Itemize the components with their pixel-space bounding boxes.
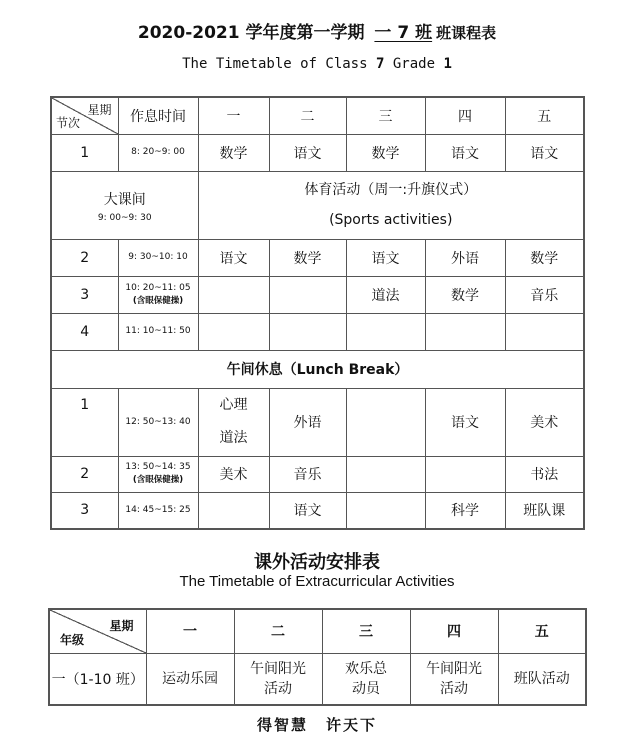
header-row — [51, 97, 584, 134]
subject-cell — [425, 456, 505, 492]
subject-cell: 数学 — [425, 276, 505, 313]
grade-label: 一（1-10 班） — [49, 653, 146, 705]
subject-cell: 美术 — [198, 456, 269, 492]
class-timetable — [50, 96, 585, 530]
motto-part-1: 得智慧 — [256, 716, 308, 734]
corner-cell — [51, 97, 118, 134]
subject-cell: 书法 — [505, 456, 584, 492]
title-suffix: 班课程表 — [436, 24, 497, 42]
day-header: 一 — [198, 97, 269, 134]
time-range: 8: 20~9: 00 — [131, 147, 185, 157]
time-range: 12: 50~13: 40 — [125, 416, 191, 427]
subject-cell — [346, 388, 425, 456]
subtitle-class-num: 7 — [375, 56, 385, 72]
corner-cell — [49, 609, 146, 653]
time-cell — [118, 456, 198, 492]
period-number: 1 — [51, 134, 118, 171]
time-cell — [118, 239, 198, 276]
time-cell — [118, 313, 198, 350]
subject-cell — [198, 313, 269, 350]
subject-cell — [346, 492, 425, 529]
motto-part-2: 许天下 — [326, 716, 378, 734]
period-number: 1 — [51, 388, 118, 456]
day-header: 二 — [234, 609, 322, 653]
subject-cell: 数学 — [346, 134, 425, 171]
recess-label: 大课间 — [103, 192, 146, 208]
time-cell — [118, 276, 198, 313]
table-row — [51, 276, 584, 313]
subject-cell: 数学 — [269, 239, 346, 276]
subject-cell: 语文 — [346, 239, 425, 276]
table-row — [49, 653, 586, 705]
time-range: 9: 30~10: 10 — [128, 252, 188, 262]
table-row — [51, 134, 584, 171]
time-header: 作息时间 — [118, 97, 198, 134]
recess-activity-en: (Sports activities) — [329, 212, 453, 228]
title-prefix: 2020-2021 学年度第一学期 — [137, 23, 365, 43]
activity-line: 班队活动 — [513, 670, 570, 687]
subject-cell: 数学 — [505, 239, 584, 276]
corner-grade: 年级 — [60, 632, 85, 647]
subject-psychology: 心理 — [219, 397, 248, 413]
table-row — [51, 313, 584, 350]
period-number: 2 — [51, 456, 118, 492]
recess-time: 9: 00~9: 30 — [97, 213, 152, 223]
table-row — [51, 388, 584, 456]
subtitle-grade-num: 1 — [443, 56, 452, 72]
timetable-subtitle — [0, 56, 634, 72]
activity-line: 欢乐总 — [345, 660, 387, 677]
subject-cell: 科学 — [425, 492, 505, 529]
table-row — [51, 492, 584, 529]
subject-cell — [346, 456, 425, 492]
subject-cell: 音乐 — [269, 456, 346, 492]
subject-cell — [269, 313, 346, 350]
subject-cell: 数学 — [198, 134, 269, 171]
activity-cell — [498, 653, 586, 705]
corner-weekday: 星期 — [87, 103, 112, 117]
title-class-blank: 一 7 班 — [374, 23, 433, 43]
activity-line: 动员 — [352, 680, 380, 697]
activity-cell — [146, 653, 234, 705]
subject-cell: 音乐 — [505, 276, 584, 313]
subject-cell: 美术 — [505, 388, 584, 456]
subject-cell: 班队课 — [505, 492, 584, 529]
subject-cell — [346, 313, 425, 350]
subtitle-pre: The Timetable of Class — [182, 56, 368, 72]
subject-cell: 语文 — [269, 134, 346, 171]
activity-line: 活动 — [264, 680, 292, 697]
subject-cell — [425, 313, 505, 350]
extracurricular-subtitle: The Timetable of Extracurricular Activities — [179, 573, 455, 590]
activity-cell — [234, 653, 322, 705]
day-header: 三 — [346, 97, 425, 134]
subject-cell: 外语 — [269, 388, 346, 456]
activity-line: 活动 — [440, 680, 468, 697]
period-number: 3 — [51, 276, 118, 313]
subject-cell: 外语 — [425, 239, 505, 276]
table-row — [51, 456, 584, 492]
subject-cell: 道法 — [346, 276, 425, 313]
recess-row — [51, 171, 584, 239]
activity-line: 运动乐园 — [162, 670, 218, 687]
header-row — [49, 609, 586, 653]
time-cell — [118, 492, 198, 529]
time-cell — [118, 134, 198, 171]
activity-cell — [410, 653, 498, 705]
time-range: 14: 45~15: 25 — [125, 504, 191, 515]
timetable-title — [0, 18, 634, 43]
subject-cell — [198, 492, 269, 529]
subject-cell: 语文 — [505, 134, 584, 171]
subject-cell — [269, 276, 346, 313]
day-header: 五 — [505, 97, 584, 134]
day-header: 二 — [269, 97, 346, 134]
subject-cell — [198, 276, 269, 313]
subtitle-mid: Grade — [392, 56, 436, 72]
eye-exercise-note: (含眼保健操) — [132, 475, 184, 485]
day-header: 一 — [146, 609, 234, 653]
time-range: 11: 10~11: 50 — [125, 326, 191, 336]
corner-period: 节次 — [56, 115, 81, 130]
recess-activity: 体育活动（周一:升旗仪式） — [304, 182, 478, 198]
period-number: 2 — [51, 239, 118, 276]
extracurricular-title: 课外活动安排表 — [254, 552, 380, 573]
school-motto — [0, 714, 634, 735]
day-header: 四 — [410, 609, 498, 653]
period-number: 3 — [51, 492, 118, 529]
time-cell — [118, 388, 198, 456]
time-range: 10: 20~11: 05 — [125, 282, 191, 293]
time-range: 13: 50~14: 35 — [125, 462, 191, 472]
day-header: 五 — [498, 609, 586, 653]
recess-activity-cell — [198, 171, 584, 239]
subject-cell: 语文 — [425, 388, 505, 456]
recess-label-cell — [51, 171, 198, 239]
subject-morality: 道法 — [219, 430, 248, 446]
subject-cell — [198, 388, 269, 456]
extracurricular-table — [48, 608, 587, 706]
subject-cell — [505, 313, 584, 350]
lunch-break: 午间休息（Lunch Break） — [51, 350, 584, 388]
corner-weekday: 星期 — [109, 619, 134, 633]
day-header: 四 — [425, 97, 505, 134]
activity-cell — [322, 653, 410, 705]
subject-cell: 语文 — [425, 134, 505, 171]
lunch-row — [51, 350, 584, 388]
period-number: 4 — [51, 313, 118, 350]
table-row — [51, 239, 584, 276]
subject-cell: 语文 — [269, 492, 346, 529]
activity-line: 午间阳光 — [250, 660, 306, 677]
eye-exercise-note: (含眼保健操) — [132, 295, 184, 306]
activity-line: 午间阳光 — [426, 660, 482, 677]
subject-cell: 语文 — [198, 239, 269, 276]
day-header: 三 — [322, 609, 410, 653]
